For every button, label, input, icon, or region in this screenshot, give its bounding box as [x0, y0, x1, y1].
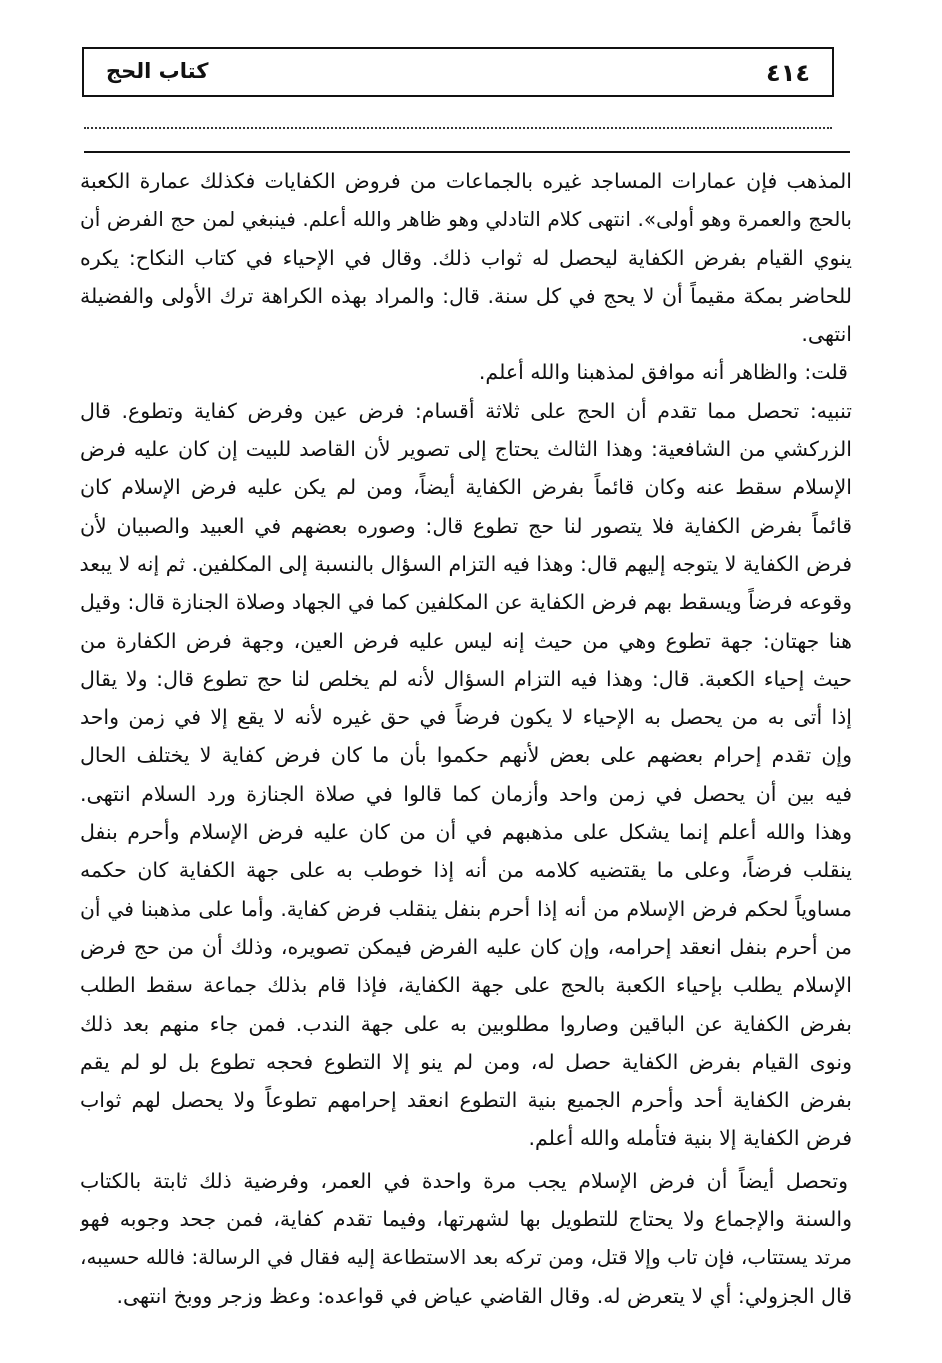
paragraph	[80, 353, 852, 391]
text-line: للحاضر بمكة مقيماً أن لا يحج في كل سنة. قال: والمراد بهذه الكراهة ترك الأولى والفضيلة	[80, 283, 852, 308]
text-line: انتهى.	[801, 322, 852, 347]
text-line: وإن تقدم إحرام بعضهم على بعض لأنهم حكموا بأن ما كان فرض كفاية لا يختلف الحال	[80, 743, 852, 768]
dotted-divider	[84, 127, 832, 129]
text-line: وتحصل أيضاً أن فرض الإسلام يجب مرة واحدة في العمر، وفرضية ذلك ثابتة بالكتاب	[80, 1168, 848, 1193]
text-line: وهذا والله أعلم إنما يشكل على مذهبهم في أن من كان عليه فرض الإسلام وأحرم بنفل	[80, 820, 852, 845]
text-line: والسنة والإجماع ولا يحتاج للتطويل بها لشهرتها، وفيما تقدم كفاية، فمن جحد وجوبه فهو	[80, 1207, 852, 1232]
text-line: ينوي القيام بفرض الكفاية ليحصل له ثواب ذلك. وقال في الإحياء في كتاب النكاح: يكره	[80, 245, 852, 270]
text-line: من أحرم بنفل انعقد إحرامه، وإن كان عليه الفرض فيمكن تصويره، وذلك أن من حج فرض	[80, 934, 852, 959]
text-line: حيث إحياء الكعبة. قال: وهذا فيه التزام السؤال لأنه لم يخلص لنا حج تطوع قال: ولا يقال	[80, 666, 852, 691]
running-header	[82, 47, 834, 97]
text-line: مرتد يستتاب، فإن تاب وإلا قتل، ومن تركه بعد الاستطاعة إليه فقال في الرسالة: فالله حسيبه،	[80, 1245, 852, 1270]
text-line: فرض الكفاية إلا بنية فتأمله والله أعلم.	[528, 1126, 852, 1151]
text-line: قائماً بفرض الكفاية فلا يتصور لنا حج تطوع قال: وصوره بعضهم في العبيد والصبيان لأن	[80, 513, 852, 538]
text-line: فرض الكفاية لا يتوجه إليهم قال: وهذا فيه التزام السؤال بالنسبة إلى المكلفين. ثم إنه لا يبعد	[80, 551, 852, 576]
text-line: الزركشي من الشافعية: وهذا الثالث يحتاج إلى تصوير لأن القاصد للبيت إن كان عليه فرض	[80, 437, 852, 462]
text-line: بفرض الكفاية عن الباقين وصاروا مطلوبين به على جهة الندب. فمن جاء منهم بعد ذلك	[80, 1011, 852, 1036]
page-number: ٤١٤	[766, 59, 810, 87]
paragraph	[80, 162, 852, 353]
text-line: قلت: والظاهر أنه موافق لمذهبنا والله أعلم.	[478, 360, 848, 385]
text-line: إذا أتى به من يحصل به الإحياء لا يكون فرضاً في حق غيره لأنه لا يقع إلا في زمن واحد	[80, 705, 852, 730]
text-line: الإسلام سقط عنه وكان قائماً بفرض الكفاية أيضاً، ومن لم يكن عليه فرض الإسلام كان	[80, 475, 852, 500]
text-line: ينقلب فرضاً، وعلى ما يقتضيه كلامه من أنه إذا خوطب به على جهة الكفاية كان حكمه	[80, 858, 852, 883]
text-line: بفرض الكفاية أحد وأحرم الجميع بنية التطوع انعقد إحرامهم تطوعاً ولا يحصل لهم ثواب	[80, 1088, 852, 1113]
solid-divider	[84, 151, 850, 153]
text-line: فيه بين أن يحصل في زمن واحد وأزمان كما قالوا في صلاة الجنازة ورد السلام انتهى.	[80, 781, 852, 806]
paragraph	[80, 1162, 852, 1315]
text-line: ونوى القيام بفرض الكفاية حصل له، ومن لم ينو إلا التطوع فحجه تطوع بل لو لم يقم	[80, 1049, 852, 1074]
text-line: قال الجزولي: أي لا يتعرض له. وقال القاضي عياض في قواعده: وعظ وزجر ووبخ انتهى.	[116, 1283, 852, 1308]
text-line: هنا جهتان: جهة تطوع وهي من حيث إنه ليس عليه فرض العين، وجهة فرض الكفارة من	[80, 628, 852, 653]
text-line: الإسلام يطلب بإحياء الكعبة بالحج على جهة الكفاية، فإذا قام بذلك جماعة سقط الطلب	[80, 973, 852, 998]
text-line: وقوعه فرضاً ويسقط بهم فرض الكفاية عن المكلفين كما في الجهاد وصلاة الجنازة قال: وقيل	[80, 590, 852, 615]
text-line: المذهب فإن عمارات المساجد غيره بالجماعات من فروض الكفايات فكذلك عمارة الكعبة	[80, 169, 852, 193]
main-text	[80, 162, 852, 1315]
text-line: مساوياً لحكم فرض الإسلام من أنه إذا أحرم بنفل ينقلب فرض كفاية. وأما على مذهبنا في أن	[80, 896, 852, 921]
text-line: بالحج والعمرة وهو أولى». انتهى كلام التادلي وهو ظاهر والله أعلم. فينبغي لمن حج الفرض أن	[80, 207, 852, 232]
paragraph	[80, 392, 852, 1158]
chapter-title: كتاب الحج	[106, 59, 209, 83]
text-line: تنبيه: تحصل مما تقدم أن الحج على ثلاثة أقسام: فرض عين وفرض كفاية وتطوع. قال	[80, 398, 852, 423]
